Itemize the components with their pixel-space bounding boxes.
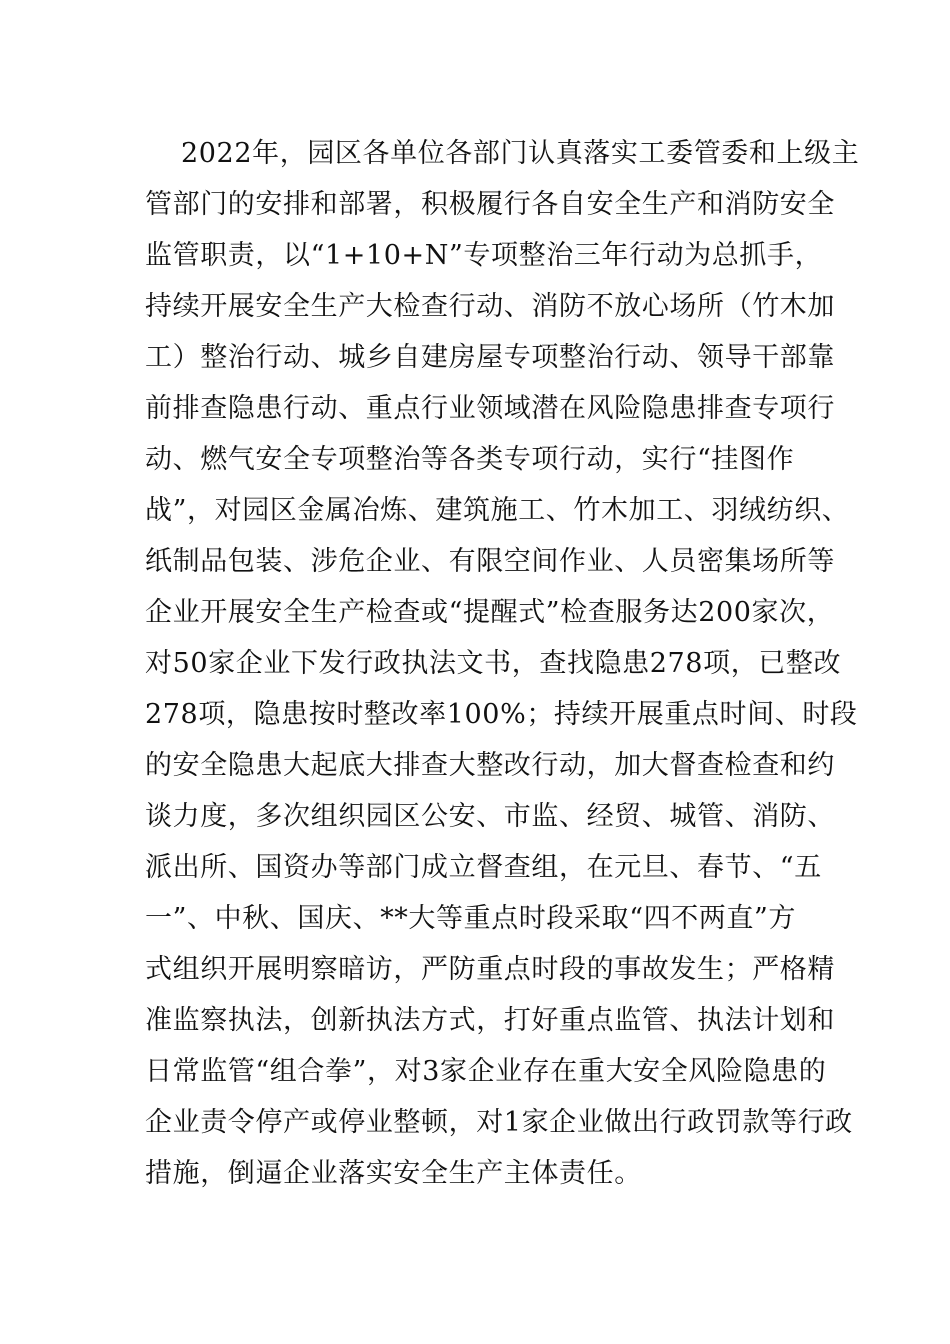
paragraph-line: 持续开展安全生产大检查行动、消防不放心场所（竹木加 (145, 291, 835, 322)
paragraph-line: 2022年，园区各单位各部门认真落实工委管委和上级主 (181, 138, 860, 169)
paragraph-line: 战”，对园区金属冶炼、建筑施工、竹木加工、羽绒纺织、 (145, 495, 850, 526)
paragraph-line: 对50家企业下发行政执法文书，查找隐患278项，已整改 (145, 648, 842, 679)
paragraph-line: 式组织开展明察暗访，严防重点时段的事故发生；严格精 (145, 954, 835, 985)
paragraph-line: 前排查隐患行动、重点行业领域潜在风险隐患排查专项行 (145, 393, 835, 424)
paragraph-line: 一”、中秋、国庆、**大等重点时段采取“四不两直”方 (145, 903, 797, 934)
paragraph-line: 278项，隐患按时整改率100%；持续开展重点时间、时段 (145, 699, 858, 730)
paragraph-line: 的安全隐患大起底大排查大整改行动，加大督查检查和约 (145, 750, 835, 781)
paragraph-line: 准监察执法，创新执法方式，打好重点监管、执法计划和 (145, 1005, 835, 1036)
paragraph-line: 日常监管“组合拳”，对3家企业存在重大安全风险隐患的 (145, 1056, 827, 1087)
paragraph-line: 派出所、国资办等部门成立督查组，在元旦、春节、“五 (145, 852, 822, 883)
paragraph-line: 企业开展安全生产检查或“提醒式”检查服务达200家次， (145, 597, 835, 628)
paragraph-line: 动、燃气安全专项整治等各类专项行动，实行“挂图作 (145, 444, 795, 475)
body-paragraph (145, 128, 860, 1199)
paragraph-line: 纸制品包装、涉危企业、有限空间作业、人员密集场所等 (145, 546, 835, 577)
paragraph-line: 工）整治行动、城乡自建房屋专项整治行动、领导干部靠 (145, 342, 835, 373)
paragraph-line: 企业责令停产或停业整顿，对1家企业做出行政罚款等行政 (145, 1107, 853, 1138)
paragraph-line: 谈力度，多次组织园区公安、市监、经贸、城管、消防、 (145, 801, 835, 832)
paragraph-line: 管部门的安排和部署，积极履行各自安全生产和消防安全 (145, 189, 835, 220)
paragraph-line: 监管职责，以“1+10+N”专项整治三年行动为总抓手， (145, 240, 823, 271)
paragraph-line: 措施，倒逼企业落实安全生产主体责任。 (145, 1158, 642, 1189)
